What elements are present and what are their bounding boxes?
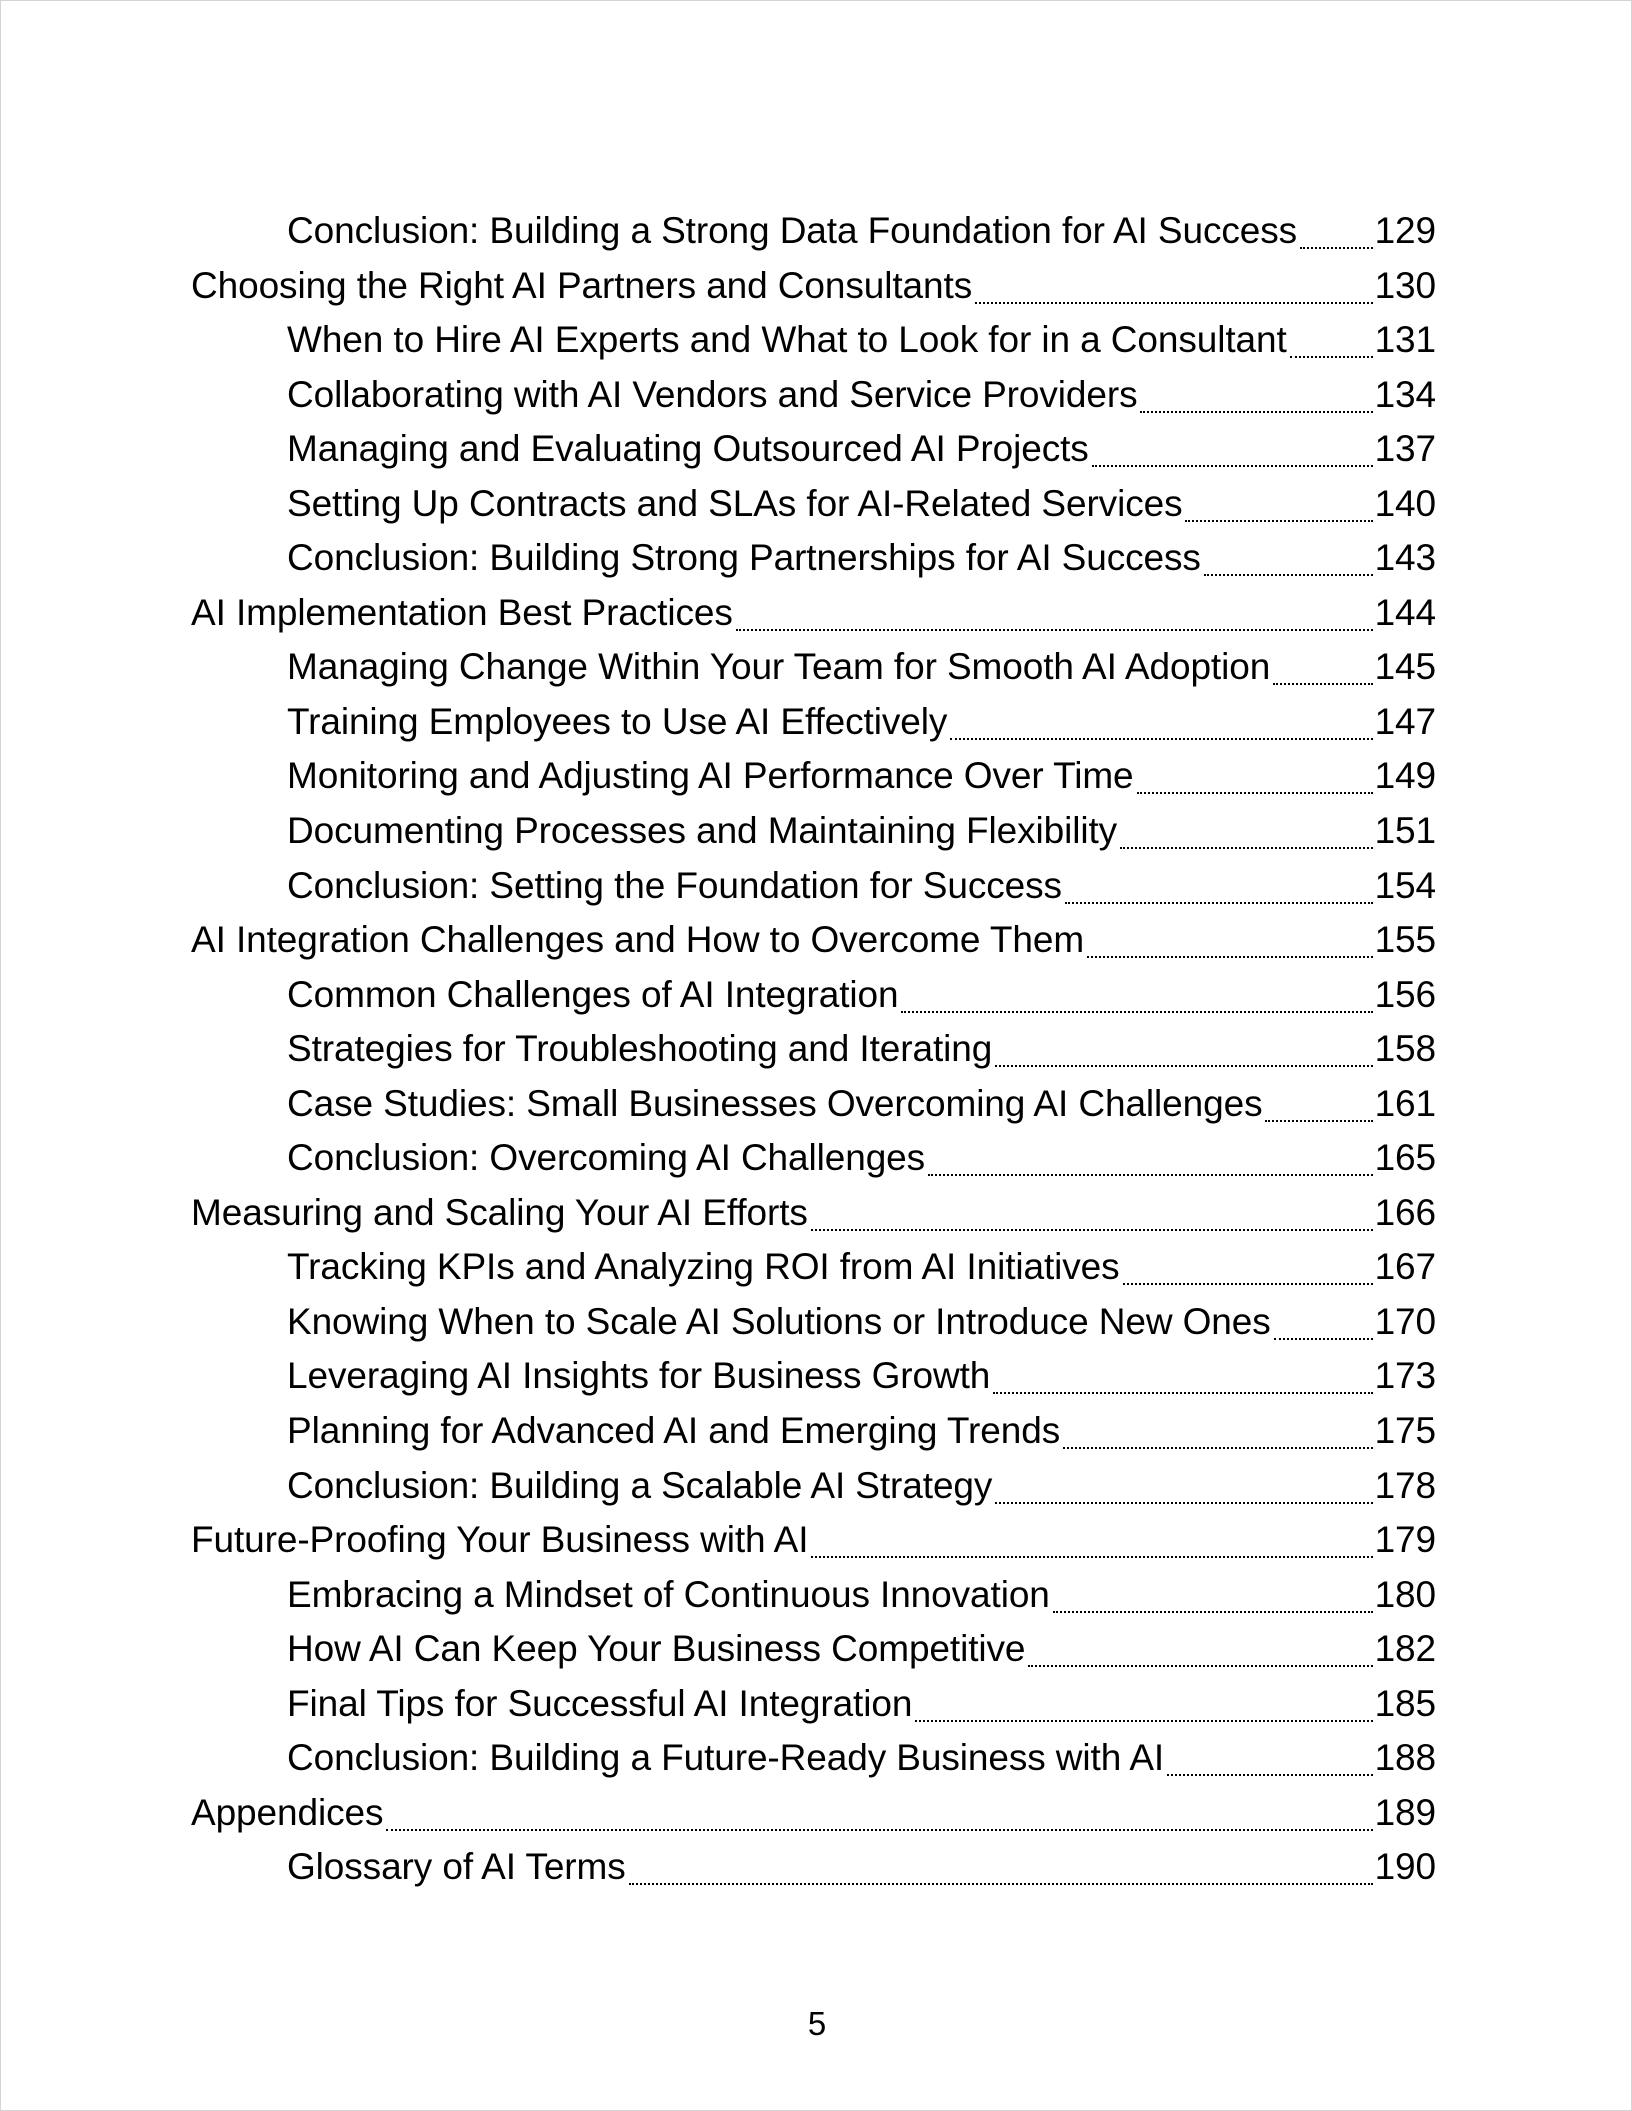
toc-section-entry	[191, 477, 1436, 532]
toc-section-entry	[191, 1568, 1436, 1623]
toc-chapter-entry	[191, 1186, 1436, 1241]
toc-entry-page-number: 154	[1374, 864, 1436, 906]
toc-dot-leader	[629, 1883, 1373, 1885]
toc-entry-title: Leveraging AI Insights for Business Growth	[287, 1355, 991, 1397]
toc-entry-page-number: 131	[1374, 319, 1436, 361]
toc-dot-leader	[915, 1720, 1372, 1722]
toc-entry-page-number: 173	[1374, 1355, 1436, 1397]
toc-dot-leader	[993, 1392, 1372, 1394]
toc-section-entry	[191, 1459, 1436, 1514]
toc-entry-title: Glossary of AI Terms	[287, 1846, 626, 1888]
toc-dot-leader	[811, 1556, 1372, 1558]
toc-dot-leader	[995, 1065, 1372, 1067]
toc-entry-title: Conclusion: Building a Future-Ready Business with AI	[287, 1737, 1165, 1779]
toc-entry-title: Appendices	[191, 1791, 384, 1833]
toc-dot-leader	[1300, 247, 1373, 249]
toc-dot-leader	[928, 1174, 1372, 1176]
toc-dot-leader	[995, 1502, 1372, 1504]
toc-section-entry	[191, 531, 1436, 586]
toc-entry-title: Choosing the Right AI Partners and Consultants	[191, 264, 973, 306]
toc-entry-title: Tracking KPIs and Analyzing ROI from AI Initiatives	[287, 1246, 1120, 1288]
toc-entry-title: Conclusion: Overcoming AI Challenges	[287, 1137, 926, 1179]
toc-entry-title: Final Tips for Successful AI Integration	[287, 1682, 913, 1724]
toc-entry-title: Strategies for Troubleshooting and Iterating	[287, 1028, 993, 1070]
toc-dot-leader	[1167, 1774, 1372, 1776]
toc-dot-leader	[1123, 1283, 1373, 1285]
toc-entry-page-number: 143	[1374, 537, 1436, 579]
toc-chapter-entry	[191, 586, 1436, 641]
toc-section-entry	[191, 1131, 1436, 1186]
toc-dot-leader	[1290, 356, 1373, 358]
toc-section-entry	[191, 749, 1436, 804]
toc-dot-leader	[1120, 847, 1373, 849]
toc-entry-title: Common Challenges of AI Integration	[287, 973, 899, 1015]
toc-entry-title: Collaborating with AI Vendors and Service Providers	[287, 373, 1138, 415]
toc-section-entry	[191, 1677, 1436, 1732]
toc-section-entry	[191, 204, 1436, 259]
toc-dot-leader	[1053, 1611, 1373, 1613]
toc-section-entry	[191, 968, 1436, 1023]
toc-section-entry	[191, 422, 1436, 477]
toc-dot-leader	[1063, 1447, 1372, 1449]
toc-entry-page-number: 167	[1374, 1246, 1436, 1288]
toc-entry-title: AI Implementation Best Practices	[191, 591, 733, 633]
toc-dot-leader	[386, 1829, 1372, 1831]
toc-entry-title: Conclusion: Setting the Foundation for Success	[287, 864, 1062, 906]
toc-dot-leader	[1140, 411, 1372, 413]
toc-section-entry	[191, 1840, 1436, 1895]
toc-dot-leader	[1265, 1120, 1372, 1122]
toc-entry-title: Measuring and Scaling Your AI Efforts	[191, 1191, 808, 1233]
toc-entry-title: Conclusion: Building a Strong Data Foundation for AI Success	[287, 210, 1298, 251]
toc-chapter-entry	[191, 259, 1436, 314]
toc-dot-leader	[1092, 465, 1373, 467]
toc-section-entry	[191, 1240, 1436, 1295]
toc-entry-page-number: 144	[1374, 591, 1436, 633]
toc-dot-leader	[950, 738, 1372, 740]
toc-dot-leader	[1087, 956, 1372, 958]
toc-entry-title: Embracing a Mindset of Continuous Innovation	[287, 1573, 1050, 1615]
toc-entry-title: Planning for Advanced AI and Emerging Trends	[287, 1410, 1061, 1452]
toc-dot-leader	[1028, 1665, 1372, 1667]
toc-section-entry	[191, 1404, 1436, 1459]
toc-entry-page-number: 180	[1374, 1573, 1436, 1615]
toc-dot-leader	[975, 302, 1372, 304]
toc-entry-page-number: 145	[1374, 646, 1436, 688]
toc-dot-leader	[811, 1229, 1373, 1231]
toc-entry-page-number: 179	[1374, 1519, 1436, 1561]
toc-entry-title: Training Employees to Use AI Effectively	[287, 700, 948, 742]
toc-entry-page-number: 185	[1374, 1682, 1436, 1724]
toc-section-entry	[191, 804, 1436, 859]
toc-entry-title: Managing and Evaluating Outsourced AI Projects	[287, 428, 1089, 470]
toc-section-entry	[191, 368, 1436, 423]
toc-dot-leader	[1274, 1338, 1373, 1340]
toc-dot-leader	[736, 629, 1373, 631]
toc-entry-page-number: 161	[1374, 1082, 1436, 1124]
toc-dot-leader	[901, 1011, 1372, 1013]
page-number: 5	[807, 2005, 827, 2042]
toc-dot-leader	[1137, 792, 1373, 794]
toc-entry-page-number: 147	[1374, 700, 1436, 742]
toc-entry-title: Monitoring and Adjusting AI Performance Over Time	[287, 755, 1134, 797]
toc-entry-title: Setting Up Contracts and SLAs for AI-Related Services	[287, 482, 1183, 524]
toc-entry-page-number: 137	[1374, 428, 1436, 470]
toc-section-entry	[191, 1622, 1436, 1677]
toc-section-entry	[191, 313, 1436, 368]
toc-entry-title: Documenting Processes and Maintaining Flexibility	[287, 810, 1118, 852]
toc-entry-title: Conclusion: Building Strong Partnerships for AI Success	[287, 537, 1201, 579]
toc-entry-page-number: 140	[1374, 482, 1436, 524]
toc-entry-page-number: 158	[1374, 1028, 1436, 1070]
toc-entry-page-number: 149	[1374, 755, 1436, 797]
toc-entry-page-number: 182	[1374, 1628, 1436, 1670]
toc-entry-page-number: 165	[1374, 1137, 1436, 1179]
table-of-contents	[191, 204, 1436, 1895]
toc-chapter-entry	[191, 1786, 1436, 1841]
toc-entry-page-number: 170	[1374, 1300, 1436, 1342]
toc-section-entry	[191, 1022, 1436, 1077]
toc-chapter-entry	[191, 1513, 1436, 1568]
toc-entry-title: AI Integration Challenges and How to Overcome Them	[191, 919, 1085, 961]
toc-dot-leader	[1065, 902, 1373, 904]
toc-entry-title: Future-Proofing Your Business with AI	[191, 1519, 809, 1561]
toc-section-entry	[191, 1731, 1436, 1786]
toc-dot-leader	[1185, 520, 1372, 522]
toc-section-entry	[191, 1295, 1436, 1350]
toc-entry-title: Conclusion: Building a Scalable AI Strategy	[287, 1464, 993, 1506]
toc-entry-page-number: 189	[1374, 1791, 1436, 1833]
toc-entry-page-number: 175	[1374, 1410, 1436, 1452]
toc-entry-title: How AI Can Keep Your Business Competitive	[287, 1628, 1026, 1670]
toc-dot-leader	[1273, 683, 1372, 685]
toc-entry-title: Case Studies: Small Businesses Overcoming AI Challenges	[287, 1082, 1263, 1124]
toc-dot-leader	[1204, 574, 1373, 576]
toc-entry-page-number: 151	[1374, 810, 1436, 852]
toc-entry-page-number: 129	[1374, 210, 1436, 251]
toc-entry-page-number: 156	[1374, 973, 1436, 1015]
toc-section-entry	[191, 1077, 1436, 1132]
toc-entry-page-number: 155	[1374, 919, 1436, 961]
toc-entry-page-number: 190	[1374, 1846, 1436, 1888]
toc-entry-page-number: 134	[1374, 373, 1436, 415]
toc-section-entry	[191, 859, 1436, 914]
toc-section-entry	[191, 695, 1436, 750]
toc-entry-page-number: 188	[1374, 1737, 1436, 1779]
toc-entry-title: Managing Change Within Your Team for Smooth AI Adoption	[287, 646, 1271, 688]
toc-entry-title: When to Hire AI Experts and What to Look for in a Consultant	[287, 319, 1287, 361]
toc-section-entry	[191, 640, 1436, 695]
toc-entry-page-number: 166	[1374, 1191, 1436, 1233]
toc-section-entry	[191, 1349, 1436, 1404]
toc-entry-page-number: 130	[1374, 264, 1436, 306]
toc-entry-page-number: 178	[1374, 1464, 1436, 1506]
toc-entry-title: Knowing When to Scale AI Solutions or Introduce New Ones	[287, 1300, 1271, 1342]
toc-chapter-entry	[191, 913, 1436, 968]
